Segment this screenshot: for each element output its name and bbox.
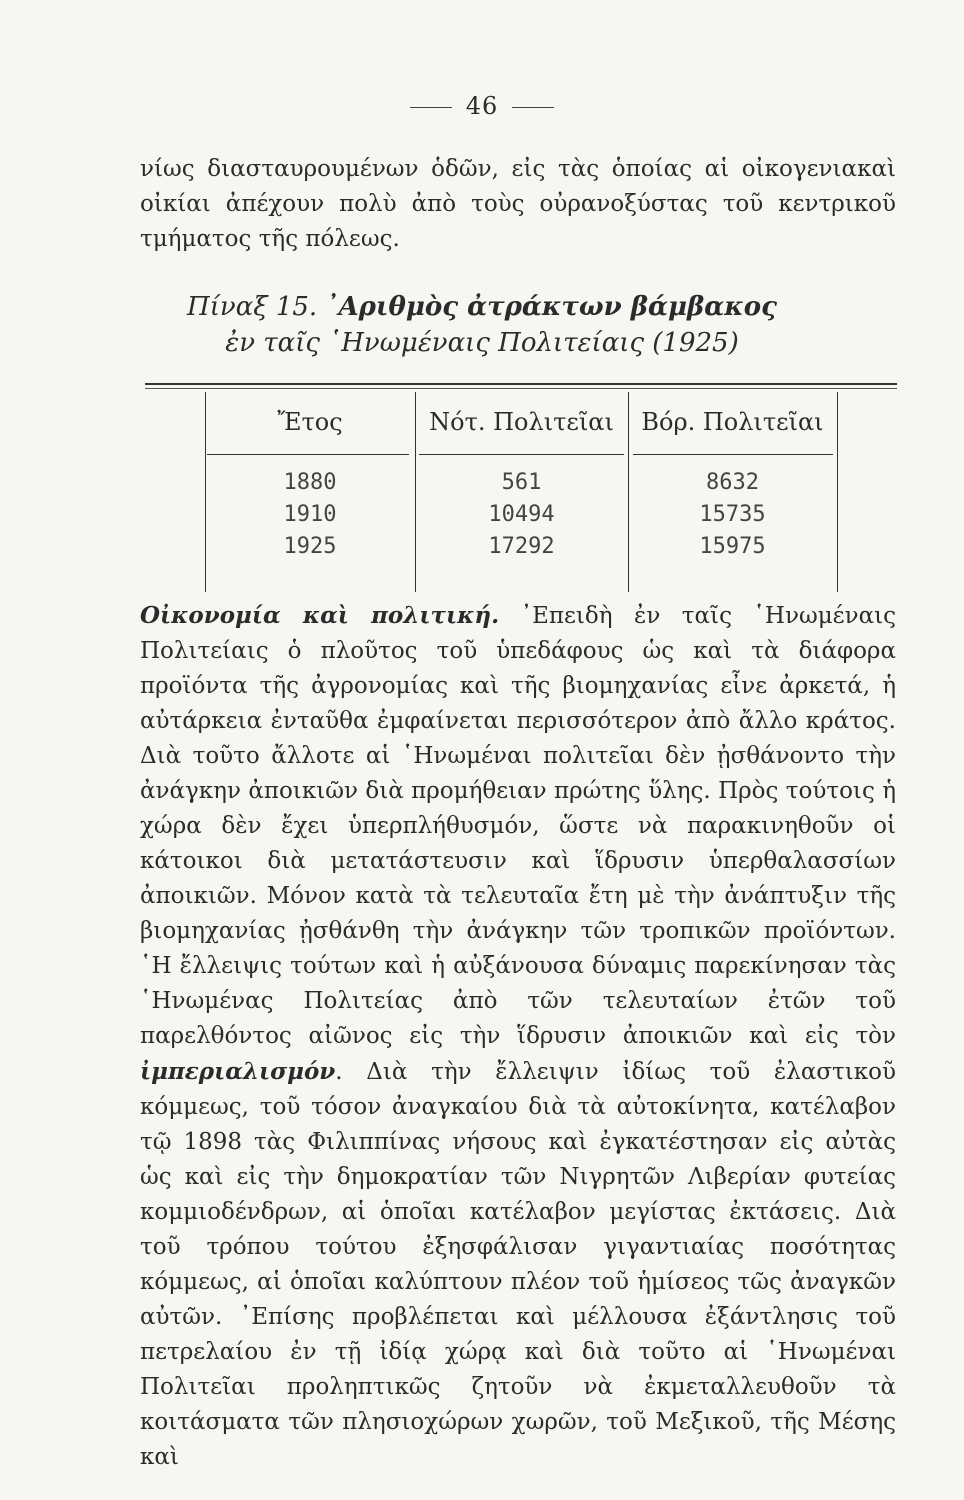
intro-paragraph: νίως διασταυρουμένων ὁδῶν, εἰς τὰς ὁποίας αἱ οἰκογενιακαὶ οἰκίαι ἀπέχουν πολὺ ἀπὸ τοὺς οὐρανοξύστας τοῦ κεντρικοῦ τμήματος τῆς πόλεως. <box>140 156 896 252</box>
table-header-north: Βόρ. Πολιτεῖαι <box>641 408 824 436</box>
table-header-year: Ἔτος <box>277 408 343 436</box>
table-cell: 1910 <box>283 502 337 527</box>
table-caption-label: Πίναξ 15. <box>187 292 318 322</box>
table-caption-title: ᾿Αριθμὸς ἀτράκτων βάμβακος <box>325 292 777 322</box>
table-caption-line1 <box>0 292 964 322</box>
page-number <box>0 92 964 120</box>
table-caption-line2: ἐν ταῖς ῾Ηνωμέναις Πολιτείαις (1925) <box>225 328 739 358</box>
section-paragraph <box>140 598 896 1475</box>
section-heading: Οἰκονομία καὶ πολιτική. <box>140 602 500 629</box>
page-number-value: 46 <box>465 92 499 120</box>
section-text-part2: . Διὰ τὴν ἔλλειψιν ἰδίως τοῦ ἐλαστικοῦ κόμμεως, τοῦ τόσον ἀναγκαίου διὰ τὰ αὐτοκίνητα, κατέλαβον τῷ 1898 τὰς Φιλιππίνας νήσους καὶ ἐγκατέστησαν εἰς αὐτὰς ὡς καὶ εἰς τὴν δημοκρατίαν τῶν Νιγρητῶν Λιβερίαν φυτείας κομμιοδένδρων, αἱ ὁποῖαι κατέλαβον μεγίστας ἐκτάσεις. Διὰ τοῦ τρόπου τούτου ἐξησφάλισαν γιγαντιαίας ποσότητας κόμμεως, αἱ ὁποῖαι καλύπτουν πλέον τοῦ ἡμίσεος τῶς ἀναγκῶν αὐτῶν. ᾿Επίσης προβλέπεται καὶ μέλλουσα ἐξάντλησις τοῦ πετρελαίου ἐν τῇ ἰδίᾳ χώρᾳ καὶ διὰ τοῦτο αἱ ῾Ηνωμέναι Πολιτεῖαι προληπτικῶς ζητοῦν νὰ ἐκμεταλλευθοῦν τὰ κοιτάσματα τῶν πλησιοχώρων χωρῶν, τοῦ Μεξικοῦ, τῆς Μέσης καὶ <box>140 1059 896 1470</box>
table-header-rule-3 <box>633 454 833 455</box>
section-text-part1: ᾿Επειδὴ ἐν ταῖς ῾Ηνωμέναις Πολιτείαις ὁ πλοῦτος τοῦ ὑπεδάφους ὡς καὶ τὰ διάφορα προϊόντα τῆς ἀγρονομίας καὶ τῆς βιομηχανίας εἶνε ἀρκετά, ἡ αὐτάρκεια ἐνταῦθα ἐμφαίνεται περισσότερον ἀπὸ ἄλλο κράτος. Διὰ τοῦτο ἄλλοτε αἱ ῾Ηνωμέναι πολιτεῖαι δὲν ᾐσθάνοντο τὴν ἀνάγκην ἀποικιῶν διὰ προμήθειαν πρώτης ὕλης. Πρὸς τούτοις ἡ χώρα δὲν ἔχει ὑπερπλήθυσμόν, ὥστε νὰ παρακινηθοῦν οἱ κάτοικοι διὰ μετατάστευσιν καὶ ἵδρυσιν ὑπερθαλασσίων ἀποικιῶν. Μόνον κατὰ τὰ τελευταῖα ἔτη μὲ τὴν ἀνάπτυξιν τῆς βιομηχανίας ᾐσθάνθη τὴν ἀνάγκην τῶν τροπικῶν προϊόντων. ῾Η ἔλλειψις τούτων καὶ ἡ αὐξάνουσα δύναμις παρεκίνησαν τὰς ῾Ηνωμένας Πολιτείας ἀπὸ τῶν τελευταίων ἐτῶν τοῦ παρελθόντος αἰῶνος εἰς τὴν ἵδρυσιν ἀποικιῶν καὶ εἰς τὸν <box>140 603 896 1049</box>
table-cell: 10494 <box>488 502 555 527</box>
table-cell: 15735 <box>699 502 766 527</box>
table-header-rule-1 <box>207 454 409 455</box>
table-cell: 15975 <box>699 534 766 559</box>
table-cell: 1925 <box>283 534 337 559</box>
section-emph-word: ἰμπεριαλισμόν <box>140 1058 336 1085</box>
table-cell: 17292 <box>488 534 555 559</box>
table-top-rule <box>145 383 897 389</box>
table-cell: 8632 <box>706 470 759 495</box>
data-table <box>145 392 897 594</box>
table-header-rule-2 <box>419 454 624 455</box>
page-number-dash-right <box>512 107 554 108</box>
table-header-south: Νότ. Πολιτεῖαι <box>429 408 614 436</box>
page-number-dash-left <box>410 107 452 108</box>
table-vline-right <box>837 392 838 592</box>
table-cell: 1880 <box>283 470 337 495</box>
table-cell: 561 <box>501 470 542 495</box>
